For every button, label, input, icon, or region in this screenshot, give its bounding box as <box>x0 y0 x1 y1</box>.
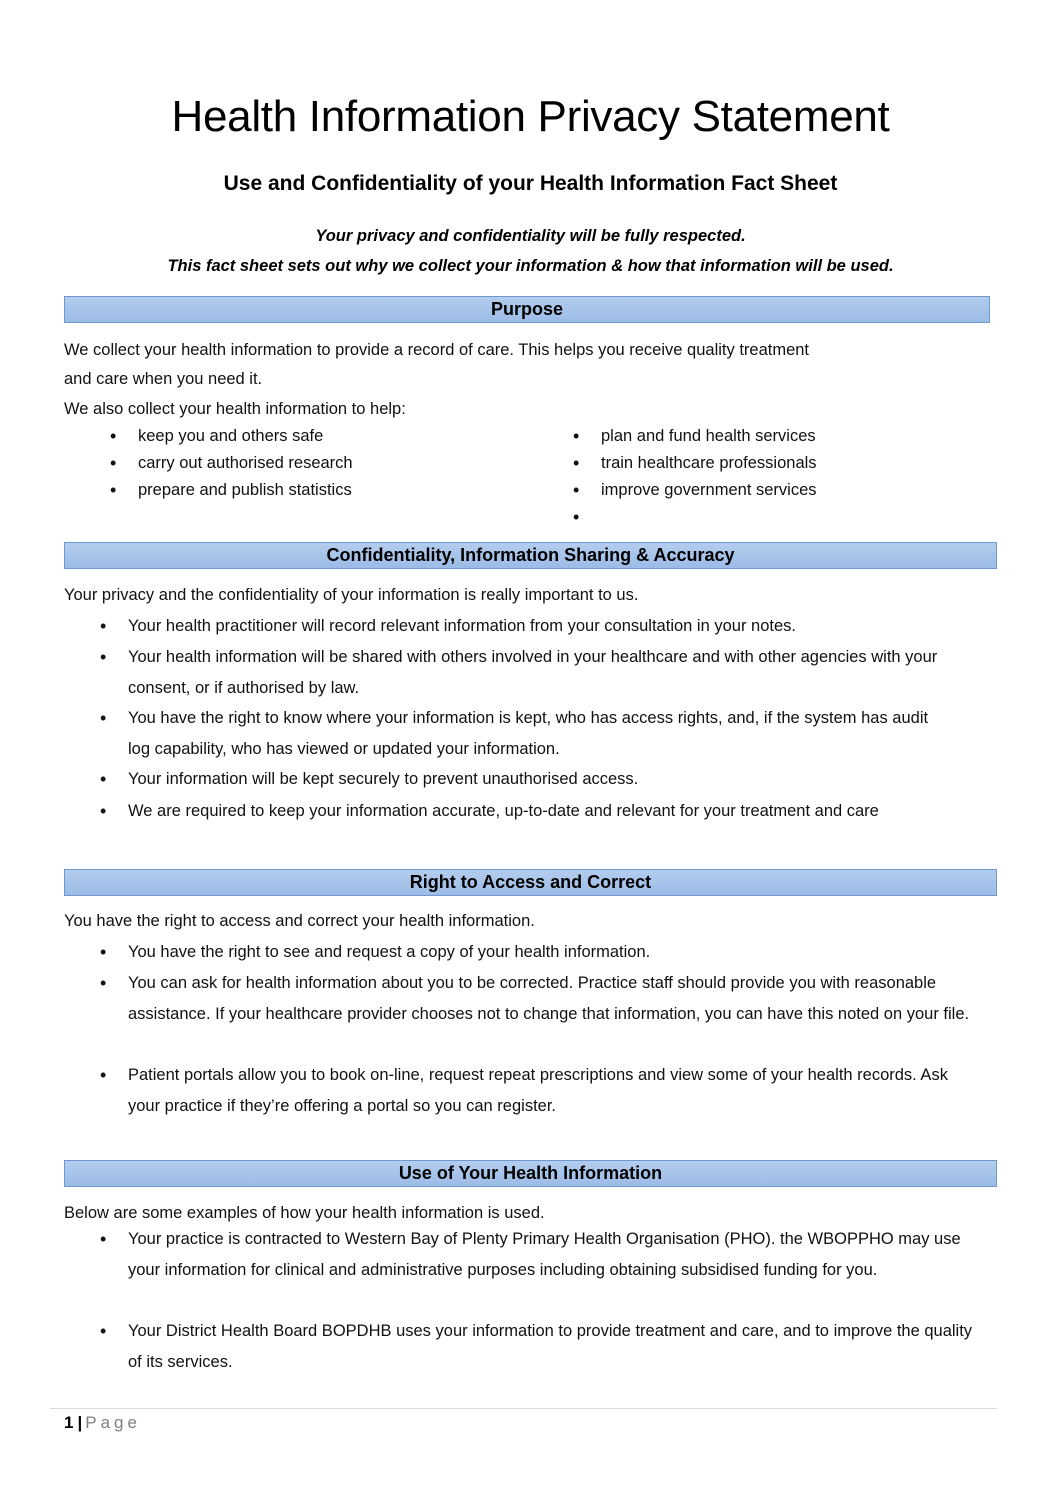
list-item: • plan and fund health services <box>601 421 816 452</box>
bullet-icon: • <box>100 769 107 789</box>
bullet-icon: • <box>573 453 580 473</box>
confidentiality-intro: Your privacy and the confidentiality of your information is really important to us. <box>64 586 639 604</box>
bullet-icon: • <box>100 616 107 636</box>
bullet-icon: • <box>573 507 580 527</box>
section-heading-access: Right to Access and Correct <box>64 869 997 896</box>
list-item: • Your District Health Board BOPDHB uses your information to provide treatment and care, and to improve the quality of its services. <box>128 1316 978 1378</box>
list-item: • Your health practitioner will record relevant information from your consultation in your notes. <box>128 611 796 642</box>
list-item: • carry out authorised research <box>138 448 353 479</box>
bullet-icon: • <box>110 453 117 473</box>
purpose-intro: We also collect your health information to help: <box>64 400 406 418</box>
section-heading-confidentiality: Confidentiality, Information Sharing & Accuracy <box>64 542 997 569</box>
bullet-icon: • <box>100 1065 107 1085</box>
list-item: • Patient portals allow you to book on-line, request repeat prescriptions and view some of your health records. Ask your practice if they’re offering a portal so you can register. <box>128 1060 958 1122</box>
footer-separator: | <box>77 1413 83 1432</box>
list-item: • You have the right to see and request a copy of your health information. <box>128 937 650 968</box>
bullet-icon: • <box>100 647 107 667</box>
list-item: • Your health information will be shared with others involved in your healthcare and with other agencies with your consent, or if authorised by law. <box>128 642 958 704</box>
list-item: • Your practice is contracted to Western Bay of Plenty Primary Health Organisation (PHO). the WBOPPHO may use your information for clinical and administrative purposes including obtaining subsidised funding for you. <box>128 1224 988 1286</box>
bullet-icon: • <box>100 973 107 993</box>
use-intro: Below are some examples of how your health information is used. <box>64 1204 545 1222</box>
list-item: • Your information will be kept securely to prevent unauthorised access. <box>128 764 638 795</box>
bullet-icon: • <box>573 426 580 446</box>
tagline-privacy: Your privacy and confidentiality will be fully respected. <box>315 227 746 245</box>
bullet-icon: • <box>573 480 580 500</box>
list-item: • improve government services <box>601 475 817 506</box>
list-item: • prepare and publish statistics <box>138 475 352 506</box>
bullet-icon: • <box>100 801 107 821</box>
bullet-icon: • <box>110 426 117 446</box>
list-item: • You can ask for health information about you to be corrected. Practice staff should provide you with reasonable assistance. If your healthcare provider chooses not to change that information, you can have this noted on your file. <box>128 968 997 1030</box>
tagline-purpose: This fact sheet sets out why we collect your information & how that information will be used. <box>167 257 894 275</box>
list-item: • We are required to keep your information accurate, up-to-date and relevant for your treatment and care <box>128 796 997 827</box>
bullet-icon: • <box>100 1321 107 1341</box>
page-label: Page <box>85 1413 141 1432</box>
document-title: Health Information Privacy Statement <box>171 92 890 141</box>
access-intro: You have the right to access and correct your health information. <box>64 912 535 930</box>
bullet-icon: • <box>110 480 117 500</box>
section-heading-purpose: Purpose <box>64 296 990 323</box>
purpose-paragraph-line-1: We collect your health information to provide a record of care. This helps you receive quality treatment <box>64 341 810 359</box>
page-footer <box>64 1413 141 1433</box>
section-heading-use: Use of Your Health Information <box>64 1160 997 1187</box>
bullet-icon: • <box>100 708 107 728</box>
purpose-paragraph-line-2: and care when you need it. <box>64 370 263 388</box>
page-number: 1 <box>64 1413 74 1432</box>
document-subtitle: Use and Confidentiality of your Health Information Fact Sheet <box>223 172 838 195</box>
bullet-icon: • <box>100 1229 107 1249</box>
list-item: • train healthcare professionals <box>601 448 817 479</box>
bullet-icon: • <box>100 942 107 962</box>
footer-divider <box>50 1408 997 1409</box>
list-item: • You have the right to know where your information is kept, who has access rights, and, if the system has audit log capability, who has viewed or updated your information. <box>128 703 948 765</box>
list-item: • keep you and others safe <box>138 421 323 452</box>
